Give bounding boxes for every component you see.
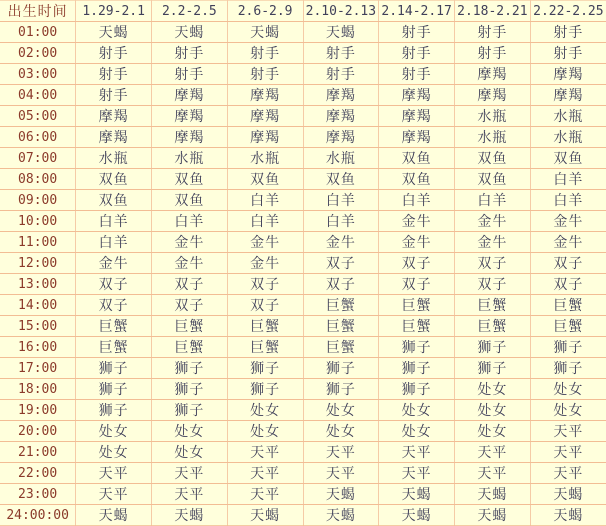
- zodiac-cell: 摩羯: [76, 127, 152, 148]
- zodiac-cell: 天平: [530, 463, 606, 484]
- zodiac-cell: 巨蟹: [379, 295, 455, 316]
- zodiac-cell: 处女: [76, 421, 152, 442]
- zodiac-cell: 水瓶: [455, 106, 531, 127]
- zodiac-cell: 水瓶: [227, 148, 303, 169]
- zodiac-cell: 双子: [455, 274, 531, 295]
- table-row: [0, 22, 606, 43]
- time-cell: 11:00: [0, 232, 76, 253]
- time-cell: 21:00: [0, 442, 76, 463]
- table-row: [0, 148, 606, 169]
- zodiac-cell: 双子: [379, 274, 455, 295]
- zodiac-cell: 处女: [379, 400, 455, 421]
- zodiac-cell: 天平: [227, 442, 303, 463]
- zodiac-cell: 处女: [152, 421, 228, 442]
- time-cell: 17:00: [0, 358, 76, 379]
- zodiac-cell: 金牛: [303, 232, 379, 253]
- zodiac-cell: 巨蟹: [455, 295, 531, 316]
- zodiac-cell: 摩羯: [379, 85, 455, 106]
- zodiac-cell: 金牛: [455, 211, 531, 232]
- time-cell: 14:00: [0, 295, 76, 316]
- header-date-range: 2.6-2.9: [227, 1, 303, 22]
- time-cell: 19:00: [0, 400, 76, 421]
- zodiac-cell: 水瓶: [76, 148, 152, 169]
- table-row: [0, 190, 606, 211]
- zodiac-cell: 白羊: [455, 190, 531, 211]
- zodiac-cell: 白羊: [530, 190, 606, 211]
- time-cell: 13:00: [0, 274, 76, 295]
- zodiac-cell: 摩羯: [303, 85, 379, 106]
- zodiac-cell: 天蝎: [530, 505, 606, 526]
- table-row: [0, 211, 606, 232]
- zodiac-cell: 双鱼: [379, 148, 455, 169]
- zodiac-cell: 天蝎: [455, 484, 531, 505]
- zodiac-cell: 射手: [227, 43, 303, 64]
- zodiac-cell: 处女: [227, 400, 303, 421]
- zodiac-cell: 狮子: [303, 358, 379, 379]
- zodiac-cell: 射手: [227, 64, 303, 85]
- table-row: [0, 85, 606, 106]
- zodiac-cell: 白羊: [303, 190, 379, 211]
- zodiac-cell: 狮子: [303, 379, 379, 400]
- zodiac-cell: 水瓶: [455, 127, 531, 148]
- table-row: [0, 295, 606, 316]
- zodiac-cell: 天蝎: [530, 484, 606, 505]
- time-cell: 18:00: [0, 379, 76, 400]
- time-cell: 03:00: [0, 64, 76, 85]
- table-row: [0, 358, 606, 379]
- zodiac-cell: 巨蟹: [152, 316, 228, 337]
- zodiac-cell: 摩羯: [530, 64, 606, 85]
- zodiac-cell: 摩羯: [303, 127, 379, 148]
- zodiac-cell: 白羊: [303, 211, 379, 232]
- zodiac-cell: 天平: [379, 442, 455, 463]
- zodiac-cell: 天蝎: [152, 22, 228, 43]
- zodiac-cell: 天平: [76, 484, 152, 505]
- zodiac-cell: 白羊: [227, 190, 303, 211]
- table-row: [0, 484, 606, 505]
- zodiac-cell: 金牛: [227, 253, 303, 274]
- zodiac-cell: 双子: [303, 274, 379, 295]
- table-body: [0, 22, 606, 526]
- zodiac-cell: 双鱼: [379, 169, 455, 190]
- zodiac-cell: 狮子: [379, 337, 455, 358]
- zodiac-cell: 射手: [379, 22, 455, 43]
- time-cell: 20:00: [0, 421, 76, 442]
- zodiac-cell: 处女: [227, 421, 303, 442]
- zodiac-cell: 双子: [530, 253, 606, 274]
- zodiac-cell: 狮子: [152, 400, 228, 421]
- zodiac-cell: 狮子: [76, 379, 152, 400]
- zodiac-cell: 双鱼: [303, 169, 379, 190]
- zodiac-cell: 天蝎: [227, 22, 303, 43]
- zodiac-cell: 狮子: [379, 379, 455, 400]
- zodiac-cell: 射手: [455, 43, 531, 64]
- zodiac-cell: 处女: [455, 421, 531, 442]
- time-cell: 05:00: [0, 106, 76, 127]
- zodiac-cell: 双子: [152, 274, 228, 295]
- zodiac-cell: 天蝎: [303, 484, 379, 505]
- zodiac-cell: 摩羯: [379, 106, 455, 127]
- zodiac-cell: 天蝎: [76, 22, 152, 43]
- zodiac-cell: 处女: [379, 421, 455, 442]
- zodiac-cell: 巨蟹: [530, 295, 606, 316]
- header-date-range: 1.29-2.1: [76, 1, 152, 22]
- zodiac-cell: 天平: [303, 442, 379, 463]
- zodiac-cell: 天平: [455, 463, 531, 484]
- zodiac-cell: 巨蟹: [303, 337, 379, 358]
- zodiac-cell: 巨蟹: [455, 316, 531, 337]
- zodiac-cell: 狮子: [76, 358, 152, 379]
- zodiac-cell: 金牛: [152, 232, 228, 253]
- zodiac-cell: 射手: [152, 64, 228, 85]
- time-cell: 24:00:00: [0, 505, 76, 526]
- zodiac-cell: 天平: [152, 484, 228, 505]
- zodiac-cell: 摩羯: [227, 106, 303, 127]
- zodiac-cell: 狮子: [152, 379, 228, 400]
- header-date-range: 2.14-2.17: [379, 1, 455, 22]
- zodiac-cell: 双子: [303, 253, 379, 274]
- table-row: [0, 505, 606, 526]
- zodiac-cell: 白羊: [530, 169, 606, 190]
- zodiac-cell: 摩羯: [152, 85, 228, 106]
- zodiac-cell: 水瓶: [530, 106, 606, 127]
- zodiac-cell: 双鱼: [76, 169, 152, 190]
- table-row: [0, 316, 606, 337]
- zodiac-cell: 处女: [303, 400, 379, 421]
- zodiac-cell: 金牛: [76, 253, 152, 274]
- zodiac-cell: 摩羯: [152, 106, 228, 127]
- time-cell: 02:00: [0, 43, 76, 64]
- zodiac-cell: 巨蟹: [76, 337, 152, 358]
- zodiac-cell: 双鱼: [227, 169, 303, 190]
- zodiac-cell: 双子: [227, 274, 303, 295]
- table-row: [0, 232, 606, 253]
- zodiac-cell: 双鱼: [530, 148, 606, 169]
- zodiac-cell: 白羊: [379, 190, 455, 211]
- table-row: [0, 274, 606, 295]
- table-row: [0, 442, 606, 463]
- time-cell: 06:00: [0, 127, 76, 148]
- table-header: [0, 1, 606, 22]
- zodiac-cell: 天蝎: [379, 505, 455, 526]
- zodiac-cell: 射手: [303, 64, 379, 85]
- zodiac-cell: 狮子: [227, 379, 303, 400]
- zodiac-cell: 金牛: [455, 232, 531, 253]
- zodiac-cell: 金牛: [152, 253, 228, 274]
- zodiac-cell: 狮子: [455, 358, 531, 379]
- zodiac-cell: 巨蟹: [76, 316, 152, 337]
- zodiac-cell: 摩羯: [152, 127, 228, 148]
- zodiac-cell: 摩羯: [227, 85, 303, 106]
- zodiac-cell: 天平: [152, 463, 228, 484]
- zodiac-cell: 狮子: [379, 358, 455, 379]
- table-row: [0, 169, 606, 190]
- time-cell: 15:00: [0, 316, 76, 337]
- zodiac-cell: 处女: [303, 421, 379, 442]
- zodiac-cell: 巨蟹: [530, 316, 606, 337]
- zodiac-cell: 巨蟹: [227, 316, 303, 337]
- zodiac-cell: 处女: [530, 379, 606, 400]
- time-cell: 08:00: [0, 169, 76, 190]
- zodiac-cell: 双鱼: [76, 190, 152, 211]
- zodiac-cell: 射手: [303, 43, 379, 64]
- zodiac-cell: 巨蟹: [152, 337, 228, 358]
- time-cell: 12:00: [0, 253, 76, 274]
- table-row: [0, 463, 606, 484]
- zodiac-cell: 金牛: [379, 211, 455, 232]
- zodiac-cell: 狮子: [530, 337, 606, 358]
- table-row: [0, 379, 606, 400]
- zodiac-cell: 双子: [152, 295, 228, 316]
- zodiac-cell: 射手: [76, 64, 152, 85]
- zodiac-cell: 水瓶: [152, 148, 228, 169]
- zodiac-cell: 摩羯: [76, 106, 152, 127]
- zodiac-cell: 双子: [530, 274, 606, 295]
- zodiac-cell: 狮子: [227, 358, 303, 379]
- zodiac-cell: 狮子: [455, 337, 531, 358]
- zodiac-cell: 天平: [530, 442, 606, 463]
- zodiac-cell: 摩羯: [530, 85, 606, 106]
- zodiac-cell: 巨蟹: [303, 295, 379, 316]
- zodiac-cell: 摩羯: [227, 127, 303, 148]
- zodiac-cell: 白羊: [76, 232, 152, 253]
- time-cell: 01:00: [0, 22, 76, 43]
- zodiac-cell: 水瓶: [530, 127, 606, 148]
- zodiac-cell: 白羊: [76, 211, 152, 232]
- zodiac-cell: 巨蟹: [303, 316, 379, 337]
- table-row: [0, 64, 606, 85]
- zodiac-cell: 处女: [455, 379, 531, 400]
- time-cell: 22:00: [0, 463, 76, 484]
- table-row: [0, 106, 606, 127]
- time-cell: 07:00: [0, 148, 76, 169]
- zodiac-cell: 摩羯: [379, 127, 455, 148]
- table-row: [0, 43, 606, 64]
- zodiac-cell: 金牛: [379, 232, 455, 253]
- table-row: [0, 400, 606, 421]
- zodiac-cell: 射手: [76, 43, 152, 64]
- zodiac-cell: 天蝎: [152, 505, 228, 526]
- zodiac-cell: 摩羯: [455, 85, 531, 106]
- zodiac-cell: 双鱼: [152, 169, 228, 190]
- zodiac-cell: 双鱼: [455, 148, 531, 169]
- zodiac-cell: 射手: [379, 64, 455, 85]
- zodiac-cell: 天蝎: [455, 505, 531, 526]
- zodiac-cell: 巨蟹: [227, 337, 303, 358]
- zodiac-cell: 射手: [455, 22, 531, 43]
- zodiac-cell: 摩羯: [303, 106, 379, 127]
- header-birth-time: 出生时间: [0, 1, 76, 22]
- zodiac-cell: 天蝎: [303, 22, 379, 43]
- zodiac-cell: 处女: [530, 400, 606, 421]
- zodiac-cell: 双子: [455, 253, 531, 274]
- table-row: [0, 421, 606, 442]
- zodiac-cell: 射手: [530, 22, 606, 43]
- zodiac-cell: 天平: [227, 484, 303, 505]
- table-row: [0, 337, 606, 358]
- zodiac-cell: 双子: [76, 274, 152, 295]
- time-cell: 09:00: [0, 190, 76, 211]
- zodiac-cell: 射手: [379, 43, 455, 64]
- zodiac-cell: 天蝎: [227, 505, 303, 526]
- zodiac-cell: 天平: [379, 463, 455, 484]
- zodiac-cell: 金牛: [530, 232, 606, 253]
- zodiac-cell: 天平: [227, 463, 303, 484]
- table-row: [0, 127, 606, 148]
- header-date-range: 2.22-2.25: [530, 1, 606, 22]
- header-date-range: 2.18-2.21: [455, 1, 531, 22]
- zodiac-cell: 白羊: [152, 211, 228, 232]
- zodiac-cell: 处女: [76, 442, 152, 463]
- zodiac-cell: 天平: [530, 421, 606, 442]
- header-date-range: 2.10-2.13: [303, 1, 379, 22]
- zodiac-cell: 天蝎: [379, 484, 455, 505]
- zodiac-cell: 处女: [455, 400, 531, 421]
- zodiac-cell: 射手: [76, 85, 152, 106]
- zodiac-cell: 白羊: [227, 211, 303, 232]
- zodiac-cell: 金牛: [530, 211, 606, 232]
- time-cell: 10:00: [0, 211, 76, 232]
- zodiac-cell: 摩羯: [455, 64, 531, 85]
- zodiac-cell: 双子: [227, 295, 303, 316]
- zodiac-cell: 水瓶: [303, 148, 379, 169]
- zodiac-cell: 双鱼: [152, 190, 228, 211]
- header-date-range: 2.2-2.5: [152, 1, 228, 22]
- zodiac-cell: 天平: [303, 463, 379, 484]
- zodiac-cell: 双鱼: [455, 169, 531, 190]
- zodiac-cell: 天蝎: [303, 505, 379, 526]
- time-cell: 04:00: [0, 85, 76, 106]
- table-row: [0, 253, 606, 274]
- zodiac-cell: 金牛: [227, 232, 303, 253]
- zodiac-cell: 天平: [455, 442, 531, 463]
- zodiac-cell: 处女: [152, 442, 228, 463]
- time-cell: 16:00: [0, 337, 76, 358]
- header-row: [0, 1, 606, 22]
- zodiac-cell: 天蝎: [76, 505, 152, 526]
- zodiac-cell: 狮子: [530, 358, 606, 379]
- time-cell: 23:00: [0, 484, 76, 505]
- zodiac-cell: 狮子: [76, 400, 152, 421]
- zodiac-cell: 天平: [76, 463, 152, 484]
- zodiac-cell: 射手: [530, 43, 606, 64]
- zodiac-cell: 巨蟹: [379, 316, 455, 337]
- zodiac-cell: 双子: [379, 253, 455, 274]
- zodiac-cell: 射手: [152, 43, 228, 64]
- zodiac-cell: 狮子: [152, 358, 228, 379]
- zodiac-cell: 双子: [76, 295, 152, 316]
